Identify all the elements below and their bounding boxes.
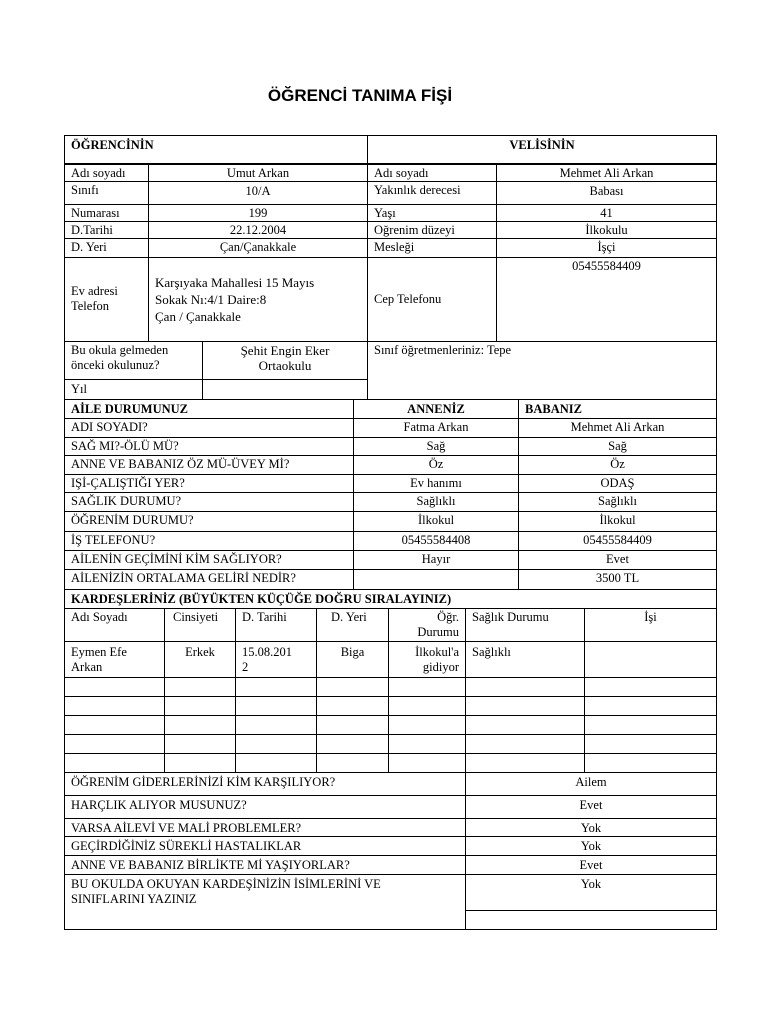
student-section-header: ÖĞRENCİNİN [64, 135, 368, 164]
family-row-label: IŞİ-ÇALIŞTIĞI YER? [64, 474, 354, 493]
family-row-label: AİLENİN GEÇİMİNİ KİM SAĞLIYOR? [64, 550, 354, 570]
family-row-mother[interactable]: İlkokul [353, 511, 519, 532]
sibling-col-health: Sağlık Durumu [465, 608, 585, 642]
student-class-value[interactable]: 10/A [148, 181, 368, 205]
student-phone-label: Telefon [71, 299, 109, 313]
guardian-education-value[interactable]: İlkokulu [496, 221, 717, 239]
question-label: HARÇLIK ALIYOR MUSUNUZ? [64, 795, 466, 819]
sibling-col-education [388, 608, 466, 642]
sibling-empty-cell[interactable] [388, 677, 466, 697]
sibling-empty-cell[interactable] [235, 677, 317, 697]
question-answer[interactable]: Evet [465, 855, 717, 875]
family-row-father[interactable]: Mehmet Ali Arkan [518, 418, 717, 438]
sibling-1-name-line1: Eymen Efe [71, 645, 127, 659]
family-row-mother[interactable]: 05455584408 [353, 531, 519, 551]
question-answer[interactable]: Yok [465, 836, 717, 856]
student-address-label-cell [64, 257, 149, 342]
sibling-1-job[interactable] [584, 641, 717, 678]
sibling-empty-cell[interactable] [164, 696, 236, 716]
sibling-empty-cell[interactable] [164, 715, 236, 735]
sibling-1-health[interactable]: Sağlıklı [465, 641, 585, 678]
student-class-label: Sınıfı [64, 181, 149, 205]
family-row-mother[interactable]: Fatma Arkan [353, 418, 519, 438]
sibling-empty-cell[interactable] [64, 715, 165, 735]
guardian-job-label: Mesleği [367, 238, 497, 258]
sibling-1-birthdate-line2: 2 [242, 660, 249, 674]
sibling-empty-cell[interactable] [316, 696, 389, 716]
sibling-1-name[interactable] [64, 641, 165, 678]
teachers-label: Sınıf öğretmenleriniz: [374, 343, 485, 357]
student-birthplace-label: D. Yeri [64, 238, 149, 258]
student-name-value[interactable]: Umut Arkan [148, 164, 368, 182]
sibling-empty-cell[interactable] [164, 677, 236, 697]
guardian-name-value[interactable]: Mehmet Ali Arkan [496, 164, 717, 182]
family-row-label: SAĞLIK DURUMU? [64, 492, 354, 512]
page-title: ÖĞRENCİ TANIMA FİŞİ [267, 86, 453, 105]
student-address-label: Ev adresi [71, 284, 118, 298]
sibling-col-education-line1: Öğr. [437, 610, 459, 624]
family-row-mother[interactable]: Sağ [353, 437, 519, 456]
family-row-label: SAĞ MI?-ÖLÜ MÜ? [64, 437, 354, 456]
guardian-relation-value[interactable]: Babası [496, 181, 717, 205]
family-row-father[interactable]: Sağlıklı [518, 492, 717, 512]
question-answer[interactable]: Yok [465, 818, 717, 837]
sibling-empty-cell[interactable] [584, 753, 717, 773]
sibling-empty-cell[interactable] [64, 734, 165, 754]
sibling-empty-cell[interactable] [584, 734, 717, 754]
sibling-empty-cell[interactable] [64, 677, 165, 697]
sibling-empty-cell[interactable] [235, 753, 317, 773]
sibling-schools-question [64, 874, 466, 930]
family-row-mother[interactable]: Sağlıklı [353, 492, 519, 512]
sibling-empty-cell[interactable] [235, 715, 317, 735]
sibling-empty-cell[interactable] [235, 734, 317, 754]
sibling-col-birthplace: D. Yeri [316, 608, 389, 642]
sibling-1-education[interactable] [388, 641, 466, 678]
teachers-value: Tepe [486, 343, 512, 357]
sibling-empty-cell[interactable] [584, 696, 717, 716]
prev-school-line1: Şehit Engin Eker [240, 343, 330, 358]
sibling-1-birthdate-line1: 15.08.201 [242, 645, 292, 659]
question-answer[interactable]: Evet [465, 795, 717, 819]
question-label: ÖĞRENİM GİDERLERİNİZİ KİM KARŞILIYOR? [64, 772, 466, 796]
sibling-empty-cell[interactable] [584, 677, 717, 697]
guardian-name-label: Adı soyadı [367, 164, 497, 182]
sibling-schools-question-line1: BU OKULDA OKUYAN KARDEŞİNİZİN İSİMLERİNİ VE [71, 877, 381, 891]
sibling-schools-question-line2: SINIFLARINI YAZINIZ [71, 892, 197, 906]
family-row-label: AİLENİZİN ORTALAMA GELİRİ NEDİR? [64, 569, 354, 590]
father-header: BABANIZ [518, 399, 717, 419]
sibling-empty-cell[interactable] [316, 753, 389, 773]
sibling-empty-cell[interactable] [388, 753, 466, 773]
sibling-1-education-line2: gidiyor [422, 660, 459, 674]
mother-header: ANNENİZ [353, 399, 519, 419]
sibling-empty-cell[interactable] [465, 696, 585, 716]
family-row-mother[interactable]: Ev hanımı [353, 474, 519, 493]
sibling-schools-answer[interactable]: Yok [465, 874, 717, 911]
sibling-1-birthdate[interactable] [235, 641, 317, 678]
siblings-section-header: KARDEŞLERİNİZ (BÜYÜKTEN KÜÇÜĞE DOĞRU SIRALAYINIZ) [64, 589, 717, 609]
family-row-father[interactable]: 05455584409 [518, 531, 717, 551]
student-birthdate-label: D.Tarihi [64, 221, 149, 239]
sibling-empty-cell[interactable] [316, 734, 389, 754]
family-row-father[interactable]: Öz [518, 455, 717, 475]
sibling-empty-cell[interactable] [235, 696, 317, 716]
sibling-1-birthplace[interactable]: Biga [316, 641, 389, 678]
family-row-father[interactable]: ODAŞ [518, 474, 717, 493]
sibling-empty-cell[interactable] [316, 715, 389, 735]
guardian-section-header: VELİSİNİN [367, 135, 717, 164]
student-number-label: Numarası [64, 204, 149, 222]
family-row-mother[interactable]: Öz [353, 455, 519, 475]
student-name-label: Adı soyadı [64, 164, 149, 182]
family-row-label: İŞ TELEFONU? [64, 531, 354, 551]
sibling-empty-cell[interactable] [465, 677, 585, 697]
prev-school-label-line1: Bu okula gelmeden [71, 343, 169, 357]
address-line-3: Çan / Çanakkale [155, 309, 241, 324]
guardian-relation-label: Yakınlık derecesi [367, 181, 497, 205]
family-row-father[interactable]: Sağ [518, 437, 717, 456]
sibling-empty-cell[interactable] [388, 715, 466, 735]
address-line-1: Karşıyaka Mahallesi 15 Mayıs [155, 275, 315, 290]
question-label: GEÇİRDİĞİNİZ SÜREKLİ HASTALIKLAR [64, 836, 466, 856]
guardian-job-value[interactable]: İşçi [496, 238, 717, 258]
year-label: Yıl [64, 379, 203, 400]
sibling-col-name: Adı Soyadı [64, 608, 165, 642]
guardian-age-value[interactable]: 41 [496, 204, 717, 222]
family-row-label: ÖĞRENİM DURUMU? [64, 511, 354, 532]
sibling-schools-answer-extra[interactable] [465, 910, 717, 930]
prev-school-label-cell [64, 341, 203, 380]
student-address-value[interactable] [148, 257, 368, 342]
sibling-empty-cell[interactable] [465, 715, 585, 735]
guardian-mobile-label: Cep Telefonu [367, 257, 497, 342]
guardian-education-label: Oğrenim düzeyi [367, 221, 497, 239]
family-row-mother[interactable] [353, 569, 519, 590]
family-section-header: AİLE DURUMUNUZ [64, 399, 354, 419]
question-answer[interactable]: Ailem [465, 772, 717, 796]
sibling-empty-cell[interactable] [164, 753, 236, 773]
sibling-empty-cell[interactable] [584, 715, 717, 735]
family-row-father[interactable]: İlkokul [518, 511, 717, 532]
sibling-empty-cell[interactable] [465, 753, 585, 773]
teachers-cell[interactable] [367, 341, 717, 400]
year-value[interactable] [202, 379, 368, 400]
prev-school-line2: Ortaokulu [258, 358, 312, 373]
address-line-2: Sokak Nı:4/1 Daire:8 [155, 292, 267, 307]
sibling-1-education-line1: İlkokul'a [415, 645, 459, 659]
family-row-father[interactable]: 3500 TL [518, 569, 717, 590]
sibling-1-name-line2: Arkan [71, 660, 103, 674]
student-number-value[interactable]: 199 [148, 204, 368, 222]
family-row-label: ADI SOYADI? [64, 418, 354, 438]
sibling-empty-cell[interactable] [164, 734, 236, 754]
guardian-age-label: Yaşı [367, 204, 497, 222]
sibling-1-gender[interactable]: Erkek [164, 641, 236, 678]
prev-school-label-line2: önceki okulunuz? [71, 358, 160, 372]
sibling-col-job: İşi [584, 608, 717, 642]
student-birthdate-value[interactable]: 22.12.2004 [148, 221, 368, 239]
student-birthplace-value[interactable]: Çan/Çanakkale [148, 238, 368, 258]
sibling-empty-cell[interactable] [64, 696, 165, 716]
sibling-col-gender: Cinsiyeti [164, 608, 236, 642]
sibling-col-birthdate: D. Tarihi [235, 608, 317, 642]
family-row-label: ANNE VE BABANIZ ÖZ MÜ-ÜVEY Mİ? [64, 455, 354, 475]
family-row-father[interactable]: Evet [518, 550, 717, 570]
question-label: ANNE VE BABANIZ BİRLİKTE Mİ YAŞIYORLAR? [64, 855, 466, 875]
prev-school-value[interactable] [202, 341, 368, 380]
sibling-col-education-line2: Durumu [417, 625, 459, 639]
sibling-empty-cell[interactable] [388, 696, 466, 716]
sibling-empty-cell[interactable] [388, 734, 466, 754]
sibling-empty-cell[interactable] [316, 677, 389, 697]
guardian-mobile-value[interactable]: 05455584409 [496, 257, 717, 342]
question-label: VARSA AİLEVİ VE MALİ PROBLEMLER? [64, 818, 466, 837]
family-row-mother[interactable]: Hayır [353, 550, 519, 570]
sibling-empty-cell[interactable] [465, 734, 585, 754]
sibling-empty-cell[interactable] [64, 753, 165, 773]
